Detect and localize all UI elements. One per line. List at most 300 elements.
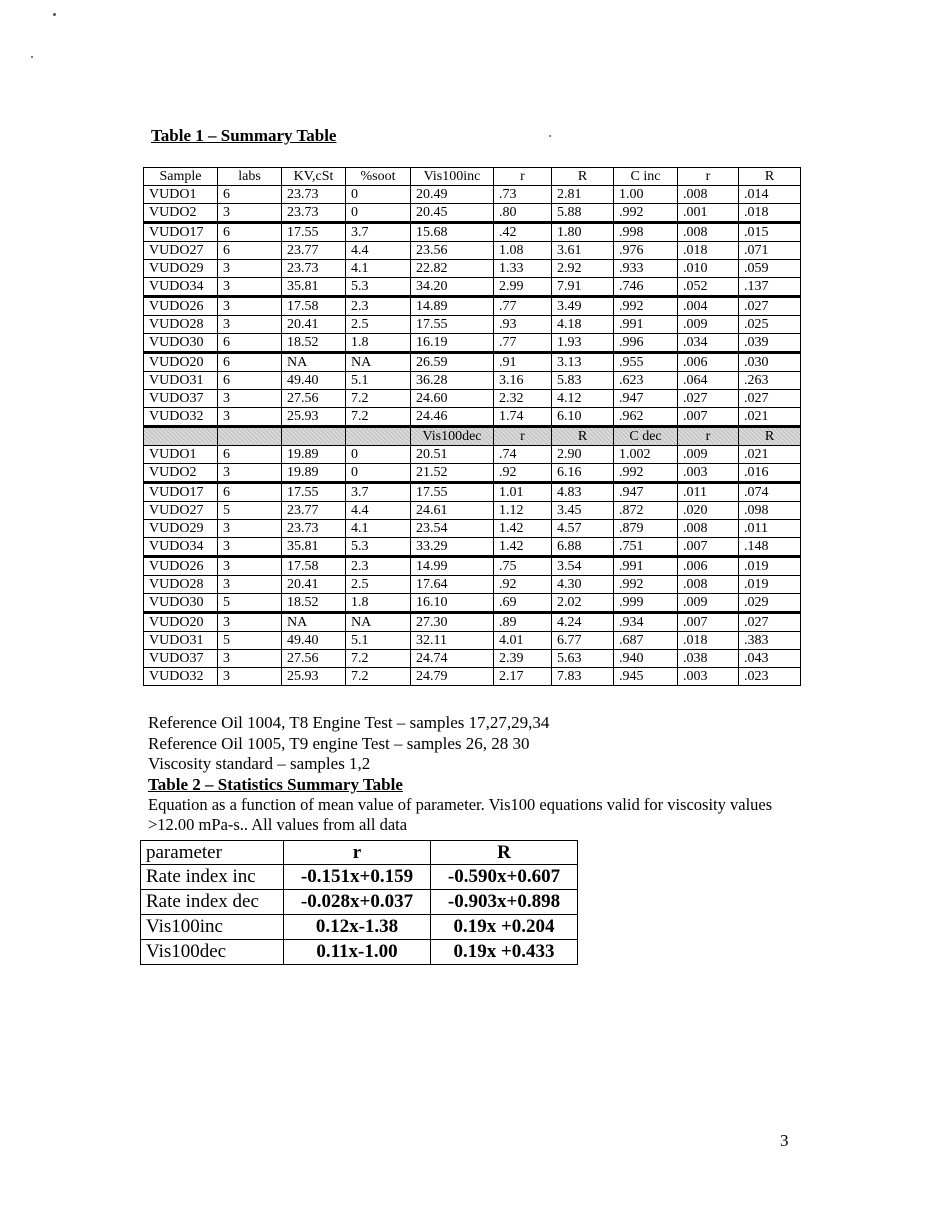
cell-sample: VUDO17 [144, 223, 218, 242]
dec-header-cell: R [552, 427, 614, 446]
cell-c: .976 [614, 242, 678, 260]
cell-vis100: 22.82 [411, 260, 494, 278]
cell-soot: 1.8 [346, 334, 411, 353]
table-row [144, 538, 801, 557]
cell-c: .962 [614, 408, 678, 427]
cell-vis100: 36.28 [411, 372, 494, 390]
cell-c-R: .383 [739, 632, 801, 650]
cell-sample: VUDO27 [144, 502, 218, 520]
cell-soot: 3.7 [346, 483, 411, 502]
cell-r: .92 [494, 576, 552, 594]
cell-r: .69 [494, 594, 552, 613]
cell-c-R: .263 [739, 372, 801, 390]
parameter-cell: Rate index dec [141, 890, 284, 915]
cell-R: 3.49 [552, 297, 614, 316]
r-equation-cell: -0.028x+0.037 [284, 890, 431, 915]
cell-c: .998 [614, 223, 678, 242]
cell-vis100: 23.56 [411, 242, 494, 260]
table-row [144, 594, 801, 613]
cell-labs: 3 [218, 204, 282, 223]
cell-kv: 35.81 [282, 278, 346, 297]
cell-sample: VUDO31 [144, 372, 218, 390]
cell-c: .999 [614, 594, 678, 613]
cell-r: .80 [494, 204, 552, 223]
table1-header-row [144, 168, 801, 186]
cell-vis100: 20.49 [411, 186, 494, 204]
cell-R: 6.77 [552, 632, 614, 650]
cell-labs: 5 [218, 632, 282, 650]
cell-c-R: .018 [739, 204, 801, 223]
cell-labs: 3 [218, 464, 282, 483]
cell-vis100: 15.68 [411, 223, 494, 242]
cell-R: 4.12 [552, 390, 614, 408]
cell-vis100: 23.54 [411, 520, 494, 538]
cell-c-r: .004 [678, 297, 739, 316]
cell-kv: 23.77 [282, 502, 346, 520]
cell-r: .73 [494, 186, 552, 204]
notes-section [148, 713, 808, 835]
header-r: r [284, 841, 431, 865]
cell-kv: 19.89 [282, 446, 346, 464]
cell-c-R: .014 [739, 186, 801, 204]
cell-R: 1.93 [552, 334, 614, 353]
cell-c-r: .011 [678, 483, 739, 502]
cell-sample: VUDO29 [144, 260, 218, 278]
cell-R: 4.83 [552, 483, 614, 502]
cell-labs: 5 [218, 594, 282, 613]
cell-vis100: 26.59 [411, 353, 494, 372]
cell-kv: 17.55 [282, 483, 346, 502]
cell-soot: 2.5 [346, 316, 411, 334]
cell-labs: 3 [218, 613, 282, 632]
cell-kv: 49.40 [282, 632, 346, 650]
cell-c-R: .021 [739, 446, 801, 464]
cell-soot: 5.1 [346, 372, 411, 390]
cell-soot: 0 [346, 464, 411, 483]
cell-sample: VUDO29 [144, 520, 218, 538]
cell-soot: 7.2 [346, 408, 411, 427]
cell-R: 4.57 [552, 520, 614, 538]
cell-r: .93 [494, 316, 552, 334]
cell-c-r: .052 [678, 278, 739, 297]
cell-sample: VUDO2 [144, 204, 218, 223]
R-equation-cell: 0.19x +0.204 [431, 915, 578, 940]
cell-vis100: 20.45 [411, 204, 494, 223]
cell-r: 1.42 [494, 520, 552, 538]
cell-c: 1.002 [614, 446, 678, 464]
cell-c-R: .011 [739, 520, 801, 538]
cell-sample: VUDO32 [144, 408, 218, 427]
cell-kv: 19.89 [282, 464, 346, 483]
cell-c: 1.00 [614, 186, 678, 204]
cell-r: 1.74 [494, 408, 552, 427]
cell-labs: 3 [218, 297, 282, 316]
cell-r: 4.01 [494, 632, 552, 650]
cell-kv: NA [282, 353, 346, 372]
cell-c-r: .006 [678, 557, 739, 576]
cell-c: .746 [614, 278, 678, 297]
cell-vis100: 24.60 [411, 390, 494, 408]
table-row [144, 223, 801, 242]
scan-speck [31, 56, 33, 58]
parameter-cell: Vis100dec [141, 940, 284, 965]
cell-c-R: .059 [739, 260, 801, 278]
parameter-cell: Vis100inc [141, 915, 284, 940]
cell-c: .872 [614, 502, 678, 520]
cell-c: .687 [614, 632, 678, 650]
cell-c-r: .003 [678, 668, 739, 686]
cell-r: 1.01 [494, 483, 552, 502]
cell-R: 3.61 [552, 242, 614, 260]
parameter-cell: Rate index inc [141, 865, 284, 890]
cell-r: .91 [494, 353, 552, 372]
cell-R: 6.88 [552, 538, 614, 557]
cell-labs: 6 [218, 334, 282, 353]
cell-vis100: 32.11 [411, 632, 494, 650]
cell-soot: 2.3 [346, 557, 411, 576]
dec-header-row [144, 427, 801, 446]
dec-header-cell: r [494, 427, 552, 446]
table-row [144, 408, 801, 427]
cell-c-R: .148 [739, 538, 801, 557]
cell-vis100: 14.99 [411, 557, 494, 576]
cell-soot: 0 [346, 446, 411, 464]
cell-r: 2.39 [494, 650, 552, 668]
cell-kv: 25.93 [282, 408, 346, 427]
cell-soot: 5.1 [346, 632, 411, 650]
note-reference-oil-1005: Reference Oil 1005, T9 engine Test – samples 26, 28 30 [148, 733, 530, 753]
cell-vis100: 16.19 [411, 334, 494, 353]
cell-kv: 23.73 [282, 186, 346, 204]
cell-labs: 3 [218, 408, 282, 427]
header-sample: Sample [144, 168, 218, 186]
cell-sample: VUDO20 [144, 353, 218, 372]
cell-c-R: .074 [739, 483, 801, 502]
cell-r: 3.16 [494, 372, 552, 390]
cell-kv: 27.56 [282, 650, 346, 668]
cell-kv: 17.55 [282, 223, 346, 242]
table-row [144, 353, 801, 372]
cell-c-r: .020 [678, 502, 739, 520]
cell-R: 4.30 [552, 576, 614, 594]
cell-c-R: .016 [739, 464, 801, 483]
cell-vis100: 17.64 [411, 576, 494, 594]
cell-soot: NA [346, 353, 411, 372]
header-c-inc: C inc [614, 168, 678, 186]
cell-r: .77 [494, 334, 552, 353]
header-parameter: parameter [141, 841, 284, 865]
cell-labs: 6 [218, 353, 282, 372]
cell-c-r: .027 [678, 390, 739, 408]
cell-soot: 7.2 [346, 390, 411, 408]
cell-c: .992 [614, 204, 678, 223]
cell-kv: NA [282, 613, 346, 632]
note-viscosity-standard: Viscosity standard – samples 1,2 [148, 754, 371, 773]
cell-r: 1.33 [494, 260, 552, 278]
cell-c: .991 [614, 557, 678, 576]
cell-vis100: 16.10 [411, 594, 494, 613]
cell-labs: 3 [218, 260, 282, 278]
cell-vis100: 20.51 [411, 446, 494, 464]
cell-c-R: .019 [739, 576, 801, 594]
cell-vis100: 33.29 [411, 538, 494, 557]
dec-header-cell [218, 427, 282, 446]
table-row [144, 372, 801, 390]
cell-sample: VUDO30 [144, 594, 218, 613]
cell-kv: 35.81 [282, 538, 346, 557]
table-row [144, 334, 801, 353]
cell-sample: VUDO32 [144, 668, 218, 686]
cell-R: 2.92 [552, 260, 614, 278]
cell-r: .75 [494, 557, 552, 576]
cell-R: 5.63 [552, 650, 614, 668]
cell-c: .991 [614, 316, 678, 334]
r-equation-cell: 0.11x-1.00 [284, 940, 431, 965]
cell-r: 1.42 [494, 538, 552, 557]
cell-c-R: .025 [739, 316, 801, 334]
cell-c: .751 [614, 538, 678, 557]
cell-R: 5.88 [552, 204, 614, 223]
table-row [144, 613, 801, 632]
cell-soot: 7.2 [346, 668, 411, 686]
cell-sample: VUDO37 [144, 650, 218, 668]
R-equation-cell: -0.903x+0.898 [431, 890, 578, 915]
cell-R: 6.10 [552, 408, 614, 427]
cell-sample: VUDO17 [144, 483, 218, 502]
cell-R: 2.81 [552, 186, 614, 204]
table-row [144, 316, 801, 334]
table1-title: Table 1 – Summary Table [151, 126, 337, 145]
statistics-table [140, 840, 578, 965]
cell-c: .955 [614, 353, 678, 372]
cell-R: 4.24 [552, 613, 614, 632]
cell-soot: 3.7 [346, 223, 411, 242]
table-row [144, 204, 801, 223]
cell-labs: 5 [218, 502, 282, 520]
cell-labs: 3 [218, 316, 282, 334]
cell-R: 6.16 [552, 464, 614, 483]
cell-labs: 3 [218, 668, 282, 686]
cell-c: .623 [614, 372, 678, 390]
header-r: r [494, 168, 552, 186]
cell-sample: VUDO2 [144, 464, 218, 483]
table-row [144, 502, 801, 520]
scan-speck [549, 135, 551, 137]
cell-c: .996 [614, 334, 678, 353]
dec-header-cell: C dec [614, 427, 678, 446]
header-R: R [552, 168, 614, 186]
table-row [144, 632, 801, 650]
cell-kv: 49.40 [282, 372, 346, 390]
cell-R: 1.80 [552, 223, 614, 242]
cell-kv: 25.93 [282, 668, 346, 686]
cell-c-R: .027 [739, 613, 801, 632]
cell-labs: 3 [218, 576, 282, 594]
cell-kv: 17.58 [282, 557, 346, 576]
table-row [144, 186, 801, 204]
table-row [144, 464, 801, 483]
cell-r: 1.08 [494, 242, 552, 260]
cell-kv: 23.73 [282, 260, 346, 278]
dec-header-cell [144, 427, 218, 446]
cell-c: .945 [614, 668, 678, 686]
table1-body [144, 186, 801, 686]
cell-kv: 17.58 [282, 297, 346, 316]
cell-labs: 3 [218, 390, 282, 408]
cell-labs: 6 [218, 446, 282, 464]
dec-header-cell: R [739, 427, 801, 446]
cell-vis100: 24.46 [411, 408, 494, 427]
cell-sample: VUDO34 [144, 278, 218, 297]
cell-sample: VUDO26 [144, 557, 218, 576]
header-kv: KV,cSt [282, 168, 346, 186]
cell-R: 3.54 [552, 557, 614, 576]
cell-labs: 3 [218, 557, 282, 576]
cell-sample: VUDO26 [144, 297, 218, 316]
cell-c-R: .027 [739, 390, 801, 408]
cell-sample: VUDO1 [144, 446, 218, 464]
page-number: 3 [780, 1131, 789, 1150]
cell-sample: VUDO28 [144, 316, 218, 334]
table-row [144, 576, 801, 594]
table-row [141, 940, 578, 965]
cell-r: .74 [494, 446, 552, 464]
cell-vis100: 24.61 [411, 502, 494, 520]
cell-c: .992 [614, 297, 678, 316]
cell-c-R: .098 [739, 502, 801, 520]
cell-r: 1.12 [494, 502, 552, 520]
cell-soot: 0 [346, 186, 411, 204]
cell-soot: 5.3 [346, 278, 411, 297]
cell-sample: VUDO1 [144, 186, 218, 204]
R-equation-cell: -0.590x+0.607 [431, 865, 578, 890]
table-row [141, 890, 578, 915]
cell-R: 7.83 [552, 668, 614, 686]
cell-c-R: .021 [739, 408, 801, 427]
cell-c-r: .064 [678, 372, 739, 390]
table-row [144, 242, 801, 260]
cell-kv: 23.73 [282, 520, 346, 538]
cell-r: 2.17 [494, 668, 552, 686]
cell-labs: 3 [218, 520, 282, 538]
cell-c-r: .006 [678, 353, 739, 372]
table-row [144, 650, 801, 668]
cell-sample: VUDO37 [144, 390, 218, 408]
cell-c: .992 [614, 576, 678, 594]
table-row [144, 520, 801, 538]
cell-c-r: .008 [678, 576, 739, 594]
cell-sample: VUDO27 [144, 242, 218, 260]
cell-soot: 4.1 [346, 520, 411, 538]
dec-header-cell: r [678, 427, 739, 446]
cell-soot: 4.4 [346, 502, 411, 520]
cell-vis100: 24.79 [411, 668, 494, 686]
cell-c-R: .019 [739, 557, 801, 576]
cell-c-R: .137 [739, 278, 801, 297]
cell-c-r: .018 [678, 242, 739, 260]
header-vis100inc: Vis100inc [411, 168, 494, 186]
cell-vis100: 24.74 [411, 650, 494, 668]
cell-soot: 2.3 [346, 297, 411, 316]
cell-R: 4.18 [552, 316, 614, 334]
cell-sample: VUDO28 [144, 576, 218, 594]
cell-kv: 20.41 [282, 316, 346, 334]
cell-kv: 23.73 [282, 204, 346, 223]
cell-c-R: .039 [739, 334, 801, 353]
cell-soot: NA [346, 613, 411, 632]
table-row [144, 483, 801, 502]
cell-kv: 27.56 [282, 390, 346, 408]
cell-soot: 4.1 [346, 260, 411, 278]
cell-c-r: .034 [678, 334, 739, 353]
dec-header-cell [346, 427, 411, 446]
cell-vis100: 17.55 [411, 483, 494, 502]
cell-c: .934 [614, 613, 678, 632]
cell-vis100: 17.55 [411, 316, 494, 334]
cell-soot: 5.3 [346, 538, 411, 557]
header-c-r: r [678, 168, 739, 186]
cell-c-r: .008 [678, 520, 739, 538]
cell-soot: 0 [346, 204, 411, 223]
cell-r: 2.99 [494, 278, 552, 297]
cell-c-R: .030 [739, 353, 801, 372]
cell-labs: 6 [218, 372, 282, 390]
dec-header-cell: Vis100dec [411, 427, 494, 446]
r-equation-cell: 0.12x-1.38 [284, 915, 431, 940]
cell-kv: 18.52 [282, 334, 346, 353]
table2-header-row [141, 841, 578, 865]
cell-c-R: .023 [739, 668, 801, 686]
cell-kv: 18.52 [282, 594, 346, 613]
cell-kv: 23.77 [282, 242, 346, 260]
cell-labs: 3 [218, 650, 282, 668]
cell-c: .947 [614, 483, 678, 502]
cell-r: .92 [494, 464, 552, 483]
cell-c-R: .071 [739, 242, 801, 260]
cell-R: 2.02 [552, 594, 614, 613]
cell-r: 2.32 [494, 390, 552, 408]
table-row [141, 915, 578, 940]
table-row [144, 557, 801, 576]
cell-c-r: .009 [678, 316, 739, 334]
cell-R: 5.83 [552, 372, 614, 390]
R-equation-cell: 0.19x +0.433 [431, 940, 578, 965]
cell-c-r: .001 [678, 204, 739, 223]
cell-R: 3.13 [552, 353, 614, 372]
summary-table [143, 167, 801, 686]
cell-r: .42 [494, 223, 552, 242]
cell-c-r: .009 [678, 594, 739, 613]
cell-R: 7.91 [552, 278, 614, 297]
cell-c: .879 [614, 520, 678, 538]
cell-c: .947 [614, 390, 678, 408]
cell-c-r: .038 [678, 650, 739, 668]
cell-R: 3.45 [552, 502, 614, 520]
cell-labs: 6 [218, 186, 282, 204]
cell-labs: 6 [218, 223, 282, 242]
cell-sample: VUDO34 [144, 538, 218, 557]
cell-c-r: .018 [678, 632, 739, 650]
cell-soot: 4.4 [346, 242, 411, 260]
cell-r: .89 [494, 613, 552, 632]
cell-soot: 1.8 [346, 594, 411, 613]
cell-vis100: 14.89 [411, 297, 494, 316]
cell-soot: 2.5 [346, 576, 411, 594]
table-row [144, 297, 801, 316]
dec-header-cell [282, 427, 346, 446]
cell-labs: 3 [218, 538, 282, 557]
note-reference-oil-1004: Reference Oil 1004, T8 Engine Test – samples 17,27,29,34 [148, 713, 550, 732]
